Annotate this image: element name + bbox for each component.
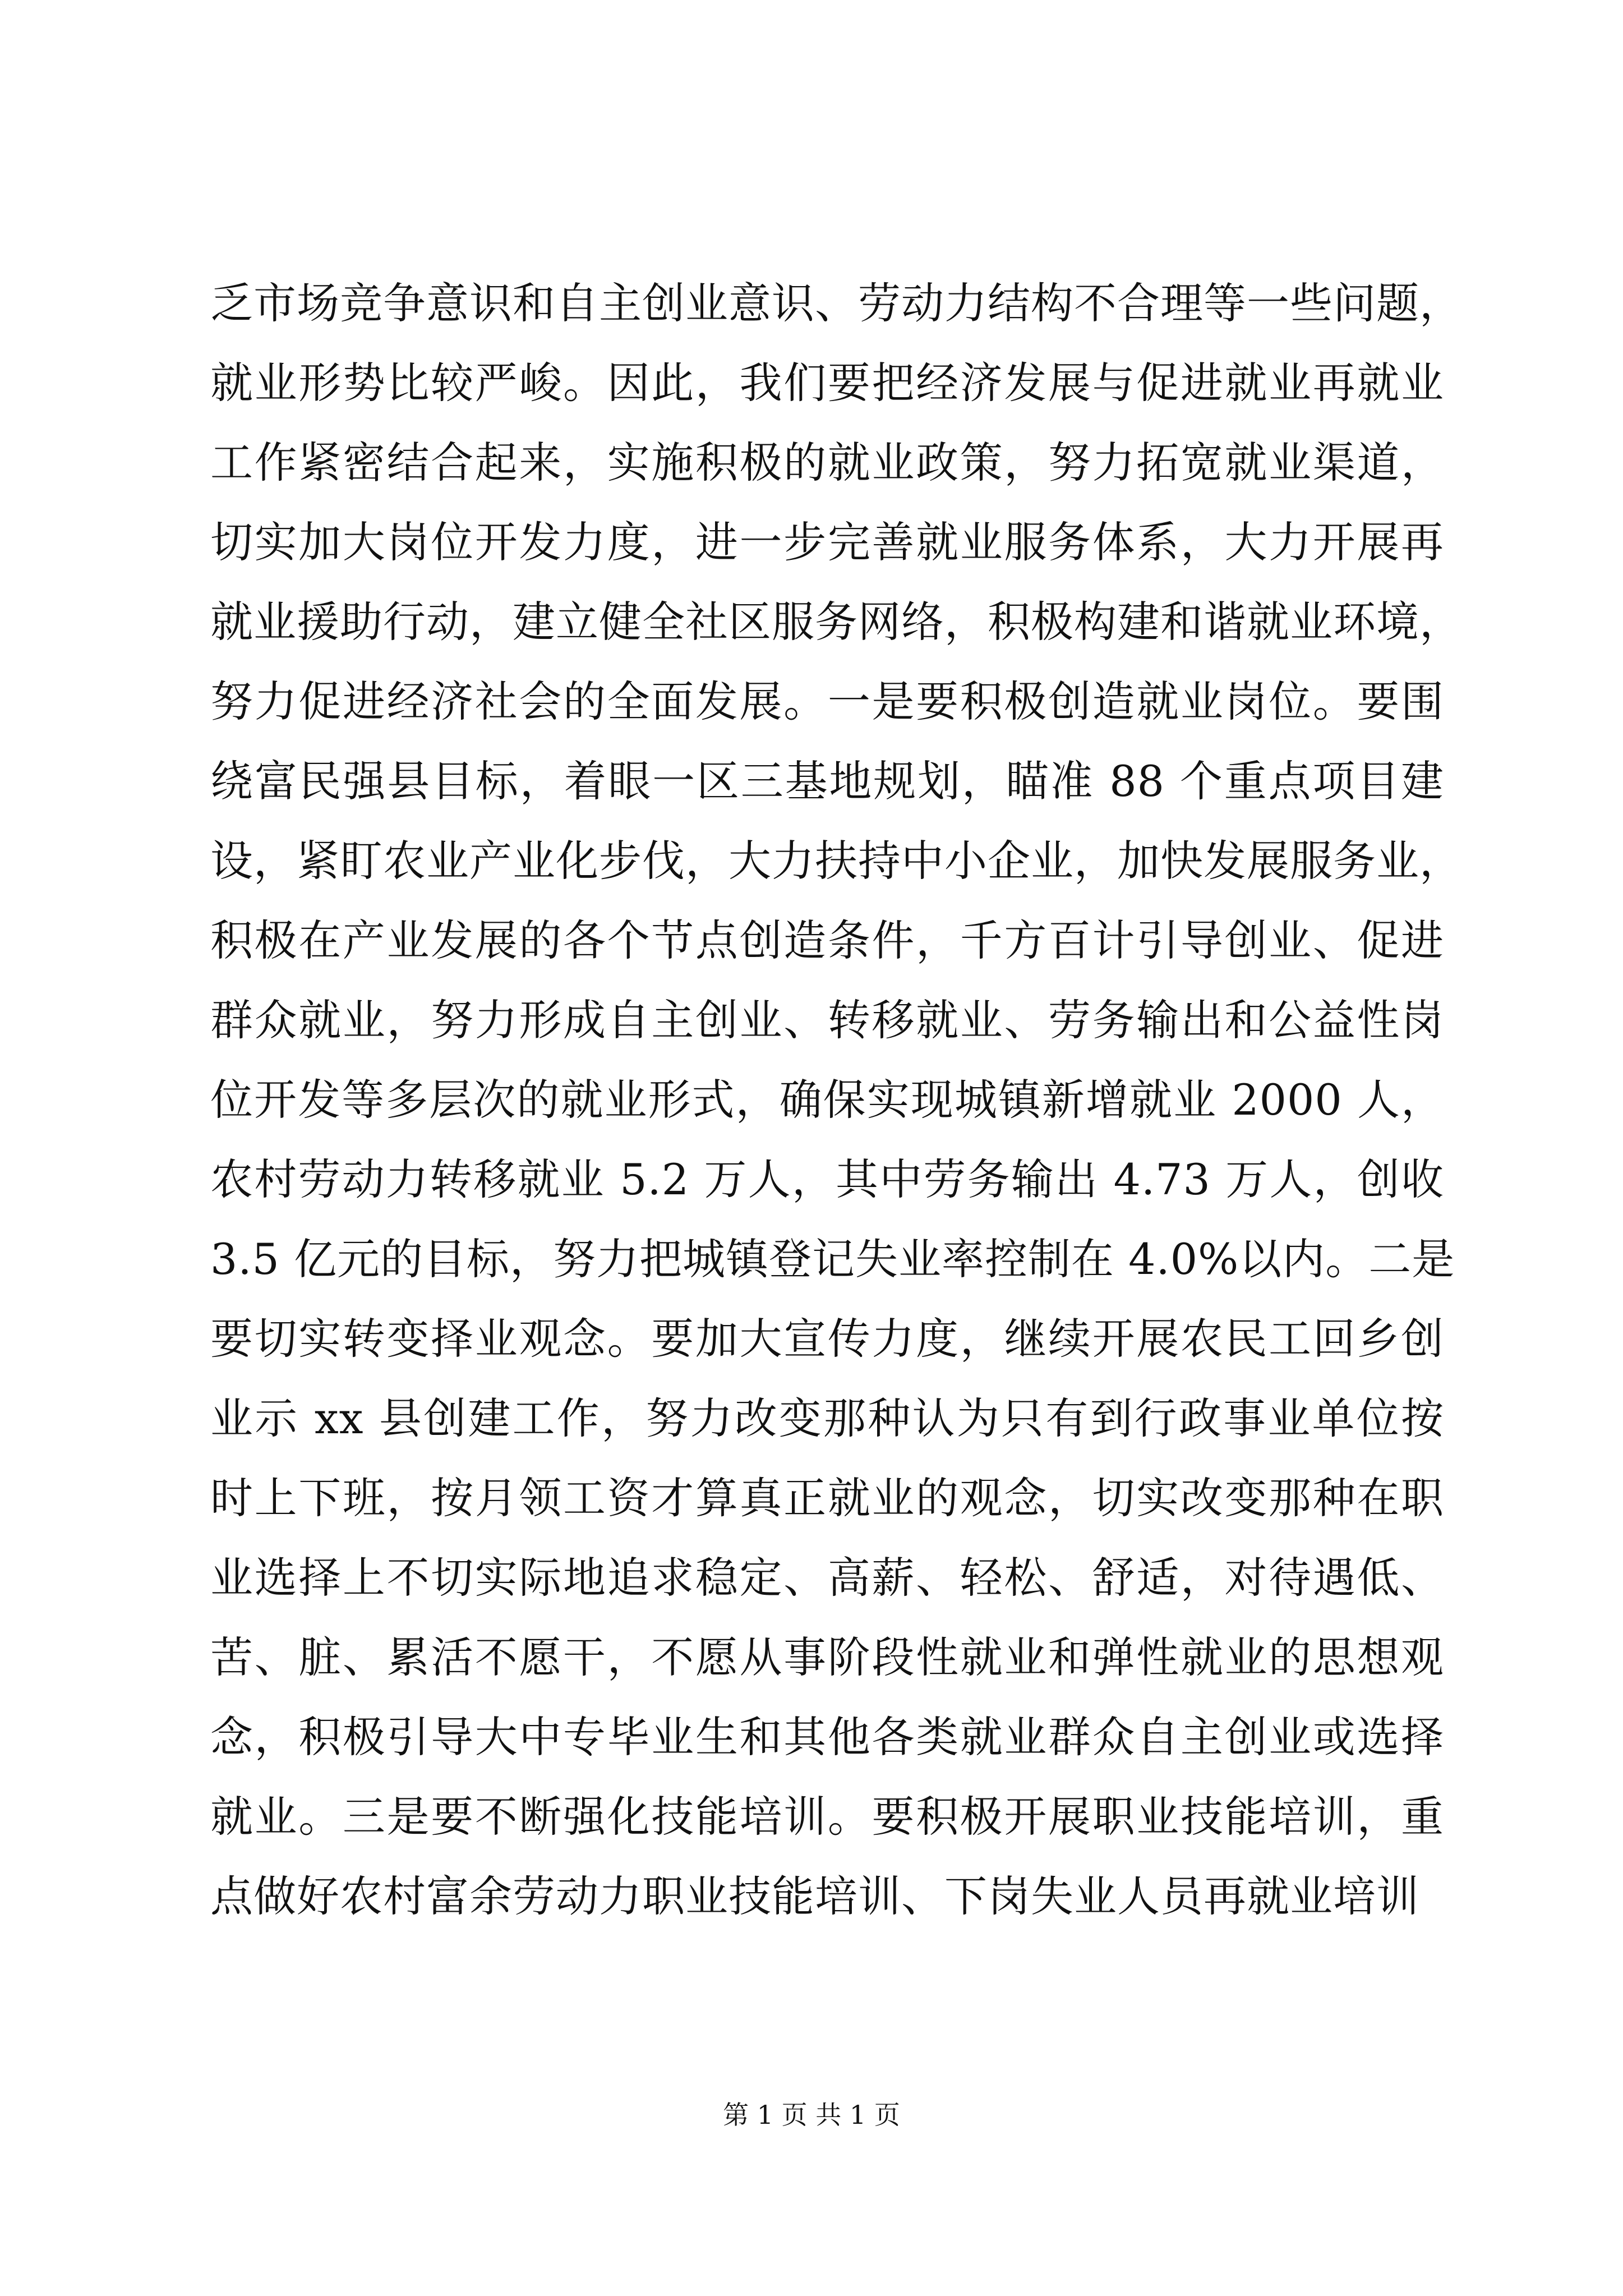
text-line: 乏市场竞争意识和自主创业意识、劳动力结构不合理等一些问题， xyxy=(210,278,1463,328)
text-line: 3.5 亿元的目标，努力把城镇登记失业率控制在 4.0%以内。二是 xyxy=(210,1234,1455,1284)
text-line: 设，紧盯农业产业化步伐，大力扶持中小企业，加快发展服务业， xyxy=(210,836,1463,886)
text-line: 群众就业，努力形成自主创业、转移就业、劳务输出和公益性岗 xyxy=(210,995,1444,1045)
text-line: 苦、脏、累活不愿干，不愿从事阶段性就业和弹性就业的思想观 xyxy=(210,1632,1444,1682)
text-line: 点做好农村富余劳动力职业技能培训、下岗失业人员再就业培训 xyxy=(210,1871,1419,1921)
text-line: 就业援助行动，建立健全社区服务网络，积极构建和谐就业环境， xyxy=(210,597,1463,647)
text-line: 业选择上不切实际地追求稳定、高薪、轻松、舒适，对待遇低、 xyxy=(210,1553,1444,1603)
text-line: 就业形势比较严峻。因此，我们要把经济发展与促进就业再就业 xyxy=(210,358,1444,408)
text-line: 农村劳动力转移就业 5.2 万人，其中劳务输出 4.73 万人，创收 xyxy=(210,1154,1444,1204)
text-line: 积极在产业发展的各个节点创造条件，千方百计引导创业、促进 xyxy=(210,915,1444,965)
page-number-footer: 第 1 页 共 1 页 xyxy=(723,2100,900,2130)
text-line: 要切实转变择业观念。要加大宣传力度，继续开展农民工回乡创 xyxy=(210,1314,1444,1364)
text-line: 绕富民强县目标，着眼一区三基地规划，瞄准 88 个重点项目建 xyxy=(210,756,1444,806)
text-line: 时上下班，按月领工资才算真正就业的观念，切实改变那种在职 xyxy=(210,1473,1444,1523)
text-line: 业示 xx 县创建工作，努力改变那种认为只有到行政事业单位按 xyxy=(210,1393,1444,1443)
text-line: 就业。三是要不断强化技能培训。要积极开展职业技能培训，重 xyxy=(210,1792,1444,1842)
body-text xyxy=(210,264,1463,1936)
text-line: 念，积极引导大中专毕业生和其他各类就业群众自主创业或选择 xyxy=(210,1712,1444,1762)
text-line: 努力促进经济社会的全面发展。一是要积极创造就业岗位。要围 xyxy=(210,677,1444,726)
text-line: 位开发等多层次的就业形式，确保实现城镇新增就业 2000 人， xyxy=(210,1075,1444,1125)
text-line: 切实加大岗位开发力度，进一步完善就业服务体系，大力开展再 xyxy=(210,517,1444,567)
text-line: 工作紧密结合起来，实施积极的就业政策，努力拓宽就业渠道， xyxy=(210,438,1444,487)
